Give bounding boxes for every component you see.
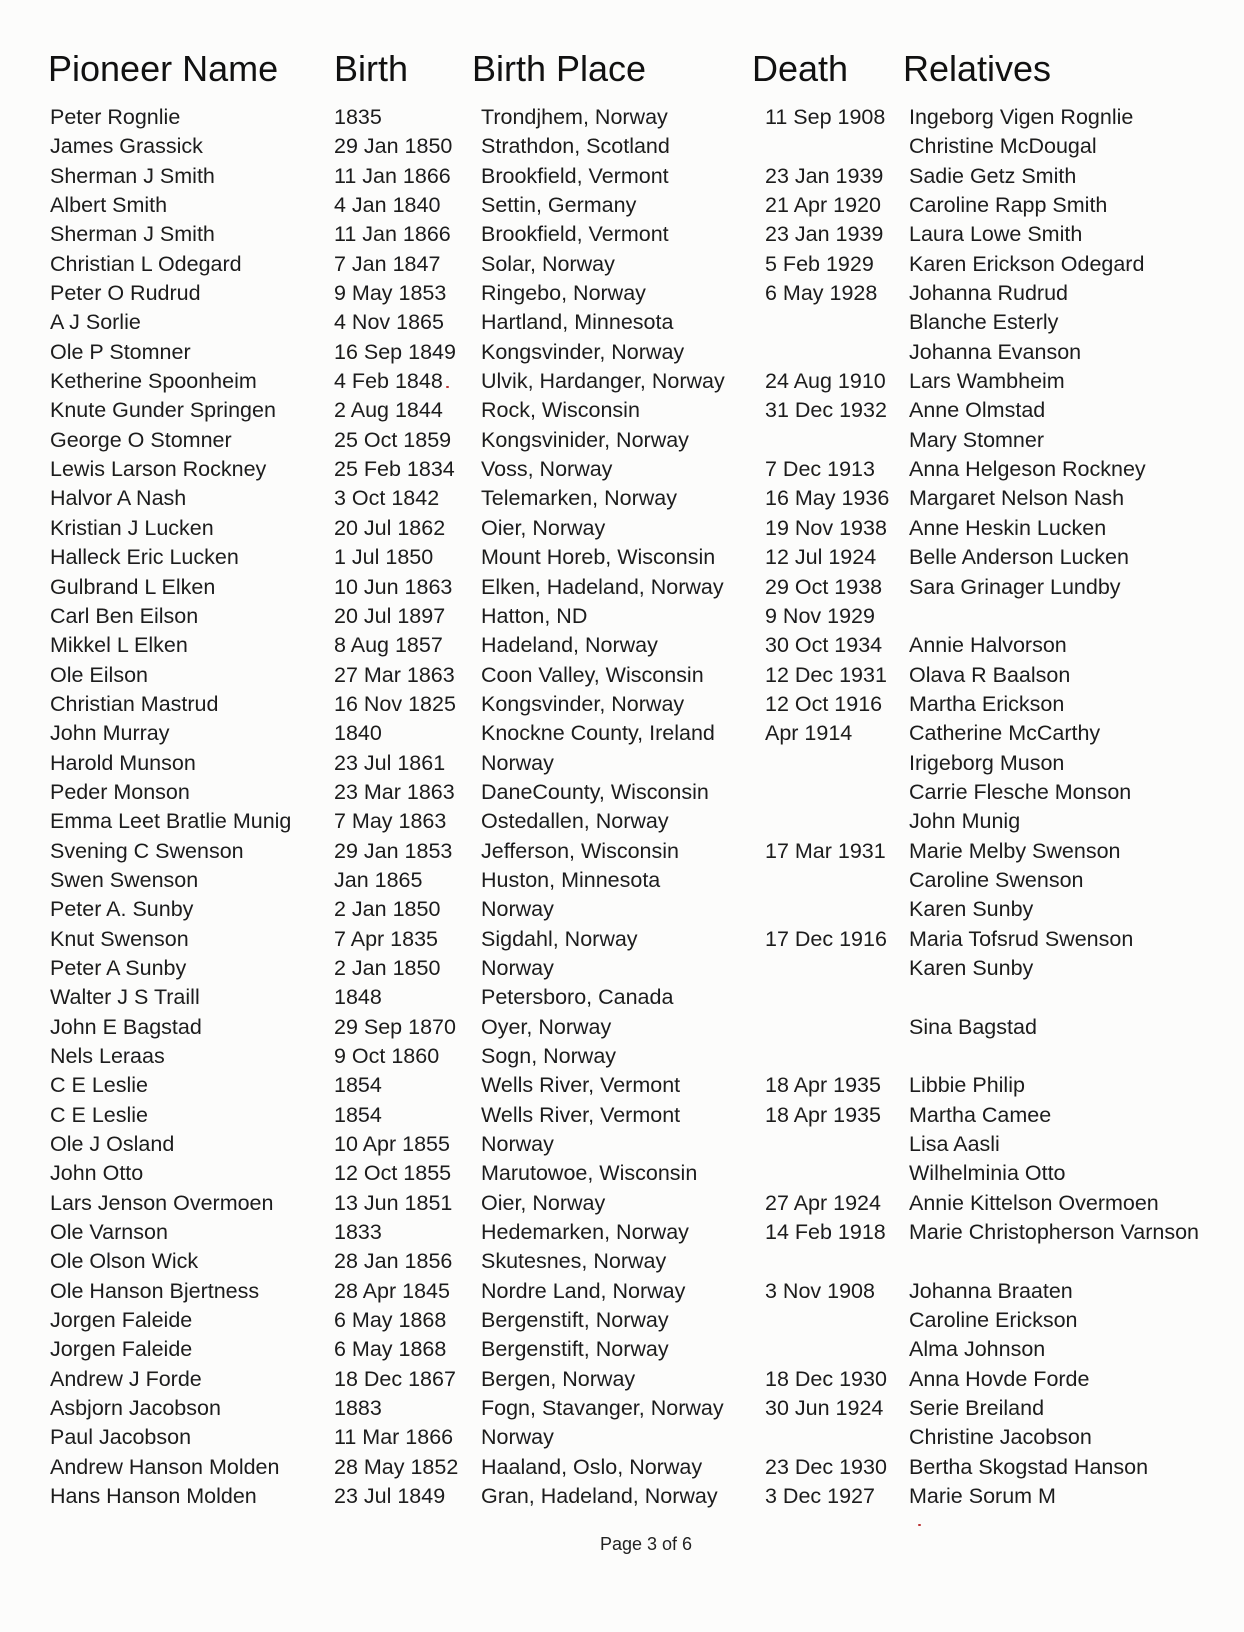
birth-place-cell: Hadeland, Norway bbox=[481, 633, 658, 658]
relatives-cell: Caroline Erickson bbox=[909, 1308, 1078, 1333]
table-row bbox=[0, 749, 1244, 778]
relatives-cell: Blanche Esterly bbox=[909, 310, 1059, 335]
death-date-cell: 5 Feb 1929 bbox=[765, 251, 874, 276]
table-row bbox=[0, 191, 1244, 220]
relatives-cell: Bertha Skogstad Hanson bbox=[909, 1454, 1149, 1479]
birth-date-cell: 2 Jan 1850 bbox=[334, 955, 441, 980]
pioneer-name-cell: Ole Eilson bbox=[50, 662, 148, 687]
death-date-cell: 7 Dec 1913 bbox=[765, 457, 875, 482]
birth-place-cell: Voss, Norway bbox=[481, 457, 613, 482]
table-row bbox=[0, 690, 1244, 719]
death-date-cell: 11 Sep 1908 bbox=[765, 105, 886, 129]
death-date-cell: 21 Apr 1920 bbox=[765, 193, 881, 218]
table-row bbox=[0, 1247, 1244, 1276]
pioneer-name-cell: Peter A. Sunby bbox=[50, 897, 194, 922]
pioneer-name-cell: A J Sorlie bbox=[50, 310, 141, 335]
birth-date-cell: 27 Mar 1863 bbox=[334, 662, 455, 687]
table-row bbox=[0, 103, 1244, 132]
relatives-cell: Sadie Getz Smith bbox=[909, 163, 1077, 188]
relatives-cell: Anna Helgeson Rockney bbox=[909, 457, 1146, 482]
relatives-cell: Karen Sunby bbox=[909, 955, 1034, 980]
pioneer-name-cell: Harold Munson bbox=[50, 750, 196, 775]
table-row bbox=[0, 778, 1244, 807]
relatives-cell: Lisa Aasli bbox=[909, 1132, 1000, 1157]
table-row bbox=[0, 308, 1244, 337]
birth-date-cell: 10 Jun 1863 bbox=[334, 574, 453, 599]
table-row bbox=[0, 983, 1244, 1012]
relatives-cell: Caroline Swenson bbox=[909, 867, 1084, 892]
birth-date-cell: 7 Jan 1847 bbox=[334, 251, 441, 276]
table-row bbox=[0, 1365, 1244, 1394]
scan-speck bbox=[446, 386, 449, 388]
pioneer-name-cell: James Grassick bbox=[50, 134, 203, 159]
table-row bbox=[0, 925, 1244, 954]
death-date-cell: 12 Dec 1931 bbox=[765, 662, 887, 687]
birth-date-cell: 28 Apr 1845 bbox=[334, 1278, 450, 1303]
pioneer-name-cell: Knut Swenson bbox=[50, 926, 189, 951]
death-date-cell: 18 Apr 1935 bbox=[765, 1073, 881, 1098]
birth-place-cell: Jefferson, Wisconsin bbox=[481, 838, 679, 863]
table-row bbox=[0, 1042, 1244, 1071]
relatives-cell: Marie Christopherson Varnson bbox=[909, 1220, 1199, 1245]
header-pioneer-name: Pioneer Name bbox=[48, 48, 279, 89]
pioneer-name-cell: Paul Jacobson bbox=[50, 1425, 192, 1450]
relatives-cell: Christine Jacobson bbox=[909, 1425, 1092, 1450]
relatives-cell: Libbie Philip bbox=[909, 1073, 1025, 1098]
pioneer-name-cell: Lewis Larson Rockney bbox=[50, 457, 267, 482]
relatives-cell: Johanna Rudrud bbox=[909, 281, 1068, 306]
birth-place-cell: Haaland, Oslo, Norway bbox=[481, 1454, 703, 1479]
death-date-cell: 12 Jul 1924 bbox=[765, 545, 877, 570]
relatives-cell: Belle Anderson Lucken bbox=[909, 545, 1129, 570]
birth-place-cell: Solar, Norway bbox=[481, 251, 615, 276]
relatives-cell: Caroline Rapp Smith bbox=[909, 193, 1108, 218]
relatives-cell: Margaret Nelson Nash bbox=[909, 486, 1125, 511]
page-footer bbox=[0, 1532, 1244, 1556]
birth-place-cell: Marutowoe, Wisconsin bbox=[481, 1161, 698, 1186]
birth-place-cell: Bergenstift, Norway bbox=[481, 1308, 669, 1333]
table-row bbox=[0, 1453, 1244, 1482]
birth-place-cell: Bergen, Norway bbox=[481, 1366, 636, 1391]
birth-date-cell: 4 Jan 1840 bbox=[334, 193, 441, 218]
pioneer-name-cell: Ole Varnson bbox=[50, 1220, 168, 1245]
table-row bbox=[0, 1101, 1244, 1130]
birth-date-cell: 16 Sep 1849 bbox=[334, 339, 456, 364]
birth-place-cell: Norway bbox=[481, 955, 554, 980]
birth-place-cell: Telemarken, Norway bbox=[481, 486, 677, 511]
table-row bbox=[0, 1159, 1244, 1188]
pioneer-name-cell: Andrew Hanson Molden bbox=[50, 1454, 280, 1479]
relatives-cell: Serie Breiland bbox=[909, 1396, 1045, 1421]
relatives-cell: Karen Sunby bbox=[909, 897, 1034, 922]
relatives-cell: Anne Heskin Lucken bbox=[909, 515, 1107, 540]
birth-date-cell: 23 Jul 1849 bbox=[334, 1484, 446, 1509]
pioneer-name-cell: John Otto bbox=[50, 1161, 144, 1186]
pioneer-name-cell: Gulbrand L Elken bbox=[50, 574, 216, 599]
birth-place-cell: Petersboro, Canada bbox=[481, 985, 674, 1010]
death-date-cell: 23 Jan 1939 bbox=[765, 222, 884, 247]
table-row bbox=[0, 866, 1244, 895]
birth-place-cell: Norway bbox=[481, 1425, 554, 1450]
pioneer-name-cell: Knute Gunder Springen bbox=[50, 398, 276, 423]
pioneer-name-cell: Jorgen Faleide bbox=[50, 1308, 193, 1333]
table-row bbox=[0, 338, 1244, 367]
birth-date-cell: 11 Mar 1866 bbox=[334, 1425, 454, 1450]
birth-place-cell: Norway bbox=[481, 1132, 554, 1157]
death-date-cell: 18 Dec 1930 bbox=[765, 1366, 887, 1391]
birth-date-cell: 1835 bbox=[334, 105, 382, 129]
pioneer-name-cell: C E Leslie bbox=[50, 1073, 148, 1098]
relatives-cell: Annie Kittelson Overmoen bbox=[909, 1190, 1159, 1215]
relatives-cell: Olava R Baalson bbox=[909, 662, 1071, 687]
pioneer-name-cell: Christian L Odegard bbox=[50, 251, 242, 276]
birth-date-cell: 2 Jan 1850 bbox=[334, 897, 441, 922]
death-date-cell: 30 Oct 1934 bbox=[765, 633, 883, 658]
birth-date-cell: 20 Jul 1897 bbox=[334, 603, 446, 628]
table-row bbox=[0, 1335, 1244, 1364]
birth-date-cell: 23 Jul 1861 bbox=[334, 750, 446, 775]
pioneer-name-cell: Kristian J Lucken bbox=[50, 515, 214, 540]
pioneer-name-cell: John E Bagstad bbox=[50, 1014, 202, 1039]
birth-date-cell: 9 Oct 1860 bbox=[334, 1044, 440, 1068]
pioneer-name-cell: Peder Monson bbox=[50, 779, 190, 804]
table-row bbox=[0, 837, 1244, 866]
table-row bbox=[0, 132, 1244, 161]
relatives-cell: Lars Wambheim bbox=[909, 369, 1065, 394]
relatives-cell: Annie Halvorson bbox=[909, 633, 1067, 658]
header-relatives: Relatives bbox=[903, 48, 1052, 89]
death-date-cell: 6 May 1928 bbox=[765, 281, 878, 306]
birth-date-cell: 28 May 1852 bbox=[334, 1454, 459, 1479]
table-row bbox=[0, 1218, 1244, 1247]
table-row bbox=[0, 1130, 1244, 1159]
birth-place-cell: Wells River, Vermont bbox=[481, 1073, 681, 1098]
birth-date-cell: 11 Jan 1866 bbox=[334, 222, 451, 247]
pioneer-name-cell: Peter O Rudrud bbox=[50, 281, 201, 306]
birth-date-cell: 29 Sep 1870 bbox=[334, 1014, 456, 1039]
relatives-cell: Laura Lowe Smith bbox=[909, 222, 1083, 247]
table-row bbox=[0, 954, 1244, 983]
relatives-cell: Alma Johnson bbox=[909, 1337, 1046, 1362]
table-row bbox=[0, 1482, 1244, 1511]
table-row bbox=[0, 631, 1244, 660]
relatives-cell: Christine McDougal bbox=[909, 134, 1097, 159]
death-date-cell: Apr 1914 bbox=[765, 721, 853, 746]
pioneer-name-cell: Hans Hanson Molden bbox=[50, 1484, 257, 1509]
birth-date-cell: 1 Jul 1850 bbox=[334, 545, 434, 570]
table-row bbox=[0, 220, 1244, 249]
birth-date-cell: 1854 bbox=[334, 1073, 382, 1098]
table-row bbox=[0, 1189, 1244, 1218]
birth-place-cell: Hatton, ND bbox=[481, 603, 588, 628]
birth-place-cell: Skutesnes, Norway bbox=[481, 1249, 667, 1274]
relatives-cell: Anna Hovde Forde bbox=[909, 1366, 1090, 1391]
birth-place-cell: Strathdon, Scotland bbox=[481, 134, 670, 159]
death-date-cell: 30 Jun 1924 bbox=[765, 1396, 884, 1421]
pioneer-name-cell: Ole P Stomner bbox=[50, 339, 191, 364]
table-row bbox=[0, 661, 1244, 690]
birth-place-cell: Bergenstift, Norway bbox=[481, 1337, 669, 1362]
table-row bbox=[0, 602, 1244, 631]
pioneer-name-cell: Asbjorn Jacobson bbox=[50, 1396, 221, 1421]
table-row bbox=[0, 573, 1244, 602]
birth-place-cell: Kongsvinider, Norway bbox=[481, 427, 689, 452]
birth-date-cell: 1833 bbox=[334, 1220, 382, 1245]
table-row bbox=[0, 162, 1244, 191]
pioneer-name-cell: Ketherine Spoonheim bbox=[50, 369, 257, 394]
table-header bbox=[0, 44, 1244, 94]
birth-place-cell: Hartland, Minnesota bbox=[481, 310, 674, 335]
birth-place-cell: Norway bbox=[481, 897, 554, 922]
relatives-cell: Carrie Flesche Monson bbox=[909, 779, 1132, 804]
death-date-cell: 23 Dec 1930 bbox=[765, 1454, 887, 1479]
birth-date-cell: 12 Oct 1855 bbox=[334, 1161, 452, 1186]
birth-place-cell: Nordre Land, Norway bbox=[481, 1278, 686, 1303]
table-row bbox=[0, 719, 1244, 748]
birth-date-cell: 25 Feb 1834 bbox=[334, 457, 455, 482]
relatives-cell: Johanna Evanson bbox=[909, 339, 1082, 364]
birth-date-cell: 29 Jan 1853 bbox=[334, 838, 453, 863]
relatives-cell: Marie Sorum M bbox=[909, 1484, 1056, 1509]
birth-date-cell: 23 Mar 1863 bbox=[334, 779, 455, 804]
pioneer-name-cell: Svening C Swenson bbox=[50, 838, 244, 863]
birth-date-cell: 6 May 1868 bbox=[334, 1308, 447, 1333]
header-birth-place: Birth Place bbox=[472, 48, 647, 89]
birth-place-cell: Elken, Hadeland, Norway bbox=[481, 574, 724, 599]
pioneer-name-cell: Nels Leraas bbox=[50, 1044, 165, 1068]
table-row bbox=[0, 1277, 1244, 1306]
birth-date-cell: 10 Apr 1855 bbox=[334, 1132, 450, 1157]
pioneer-name-cell: Ole Olson Wick bbox=[50, 1249, 199, 1274]
death-date-cell: 17 Dec 1916 bbox=[765, 926, 887, 951]
page-number: Page 3 of 6 bbox=[599, 1534, 693, 1554]
pioneer-name-cell: Albert Smith bbox=[50, 193, 168, 218]
table-row bbox=[0, 1423, 1244, 1452]
birth-place-cell: Huston, Minnesota bbox=[481, 867, 661, 892]
birth-place-cell: Brookfield, Vermont bbox=[481, 222, 669, 247]
birth-place-cell: Knockne County, Ireland bbox=[481, 721, 715, 746]
birth-place-cell: Settin, Germany bbox=[481, 193, 637, 218]
pioneer-name-cell: George O Stomner bbox=[50, 427, 232, 452]
birth-place-cell: Rock, Wisconsin bbox=[481, 398, 640, 423]
death-date-cell: 12 Oct 1916 bbox=[765, 691, 883, 716]
pioneer-name-cell: Swen Swenson bbox=[50, 867, 199, 892]
birth-place-cell: Oier, Norway bbox=[481, 515, 606, 540]
death-date-cell: 18 Apr 1935 bbox=[765, 1102, 881, 1127]
pioneer-table-body bbox=[0, 103, 1244, 1512]
relatives-cell: Catherine McCarthy bbox=[909, 721, 1101, 746]
scan-speck bbox=[918, 1524, 921, 1526]
death-date-cell: 16 May 1936 bbox=[765, 486, 890, 511]
birth-date-cell: 28 Jan 1856 bbox=[334, 1249, 453, 1274]
relatives-cell: Wilhelminia Otto bbox=[909, 1161, 1066, 1186]
birth-date-cell: 13 Jun 1851 bbox=[334, 1190, 453, 1215]
birth-place-cell: Norway bbox=[481, 750, 554, 775]
relatives-cell: Ingeborg Vigen Rognlie bbox=[909, 105, 1134, 129]
birth-place-cell: Fogn, Stavanger, Norway bbox=[481, 1396, 724, 1421]
pioneer-name-cell: Peter A Sunby bbox=[50, 955, 187, 980]
relatives-cell: Johanna Braaten bbox=[909, 1278, 1073, 1303]
table-row bbox=[0, 1071, 1244, 1100]
pioneer-name-cell: Lars Jenson Overmoen bbox=[50, 1190, 274, 1215]
pioneer-name-cell: Peter Rognlie bbox=[50, 105, 181, 129]
table-row bbox=[0, 807, 1244, 836]
pioneer-name-cell: Mikkel L Elken bbox=[50, 633, 188, 658]
relatives-cell: Mary Stomner bbox=[909, 427, 1045, 452]
pioneer-name-cell: Halvor A Nash bbox=[50, 486, 187, 511]
birth-place-cell: Sigdahl, Norway bbox=[481, 926, 638, 951]
birth-place-cell: Brookfield, Vermont bbox=[481, 163, 669, 188]
birth-place-cell: Kongsvinder, Norway bbox=[481, 691, 685, 716]
birth-date-cell: 4 Nov 1865 bbox=[334, 310, 444, 335]
death-date-cell: 29 Oct 1938 bbox=[765, 574, 883, 599]
birth-date-cell: 7 May 1863 bbox=[334, 809, 447, 834]
death-date-cell: 24 Aug 1910 bbox=[765, 369, 886, 394]
birth-place-cell: Ringebo, Norway bbox=[481, 281, 646, 306]
birth-date-cell: 9 May 1853 bbox=[334, 281, 447, 306]
birth-date-cell: 1840 bbox=[334, 721, 382, 746]
table-row bbox=[0, 367, 1244, 396]
birth-place-cell: Kongsvinder, Norway bbox=[481, 339, 685, 364]
relatives-cell: Anne Olmstad bbox=[909, 398, 1046, 423]
birth-place-cell: Sogn, Norway bbox=[481, 1044, 617, 1068]
relatives-cell: Irigeborg Muson bbox=[909, 750, 1065, 775]
relatives-cell: Sina Bagstad bbox=[909, 1014, 1037, 1039]
birth-date-cell: 2 Aug 1844 bbox=[334, 398, 443, 423]
birth-date-cell: 11 Jan 1866 bbox=[334, 163, 451, 188]
death-date-cell: 19 Nov 1938 bbox=[765, 515, 887, 540]
death-date-cell: 14 Feb 1918 bbox=[765, 1220, 886, 1245]
pioneer-name-cell: Sherman J Smith bbox=[50, 163, 215, 188]
table-row bbox=[0, 396, 1244, 425]
table-row bbox=[0, 514, 1244, 543]
relatives-cell: Maria Tofsrud Swenson bbox=[909, 926, 1134, 951]
death-date-cell: 23 Jan 1939 bbox=[765, 163, 884, 188]
birth-date-cell: 3 Oct 1842 bbox=[334, 486, 440, 511]
table-row bbox=[0, 279, 1244, 308]
pioneer-name-cell: Ole Hanson Bjertness bbox=[50, 1278, 260, 1303]
birth-place-cell: Mount Horeb, Wisconsin bbox=[481, 545, 716, 570]
table-row bbox=[0, 1394, 1244, 1423]
birth-date-cell: 16 Nov 1825 bbox=[334, 691, 456, 716]
death-date-cell: 3 Nov 1908 bbox=[765, 1278, 875, 1303]
death-date-cell: 3 Dec 1927 bbox=[765, 1484, 875, 1509]
birth-place-cell: Trondjhem, Norway bbox=[481, 105, 668, 129]
birth-date-cell: 25 Oct 1859 bbox=[334, 427, 452, 452]
birth-place-cell: Wells River, Vermont bbox=[481, 1102, 681, 1127]
relatives-cell: Marie Melby Swenson bbox=[909, 838, 1121, 863]
birth-place-cell: Oier, Norway bbox=[481, 1190, 606, 1215]
pioneer-name-cell: Walter J S Traill bbox=[50, 985, 200, 1010]
birth-place-cell: Oyer, Norway bbox=[481, 1014, 612, 1039]
relatives-cell: Martha Camee bbox=[909, 1102, 1052, 1127]
death-date-cell: 27 Apr 1924 bbox=[765, 1190, 881, 1215]
table-row bbox=[0, 543, 1244, 572]
pioneer-name-cell: Sherman J Smith bbox=[50, 222, 215, 247]
birth-place-cell: Coon Valley, Wisconsin bbox=[481, 662, 704, 687]
pioneer-name-cell: C E Leslie bbox=[50, 1102, 148, 1127]
relatives-cell: Martha Erickson bbox=[909, 691, 1065, 716]
pioneer-name-cell: Carl Ben Eilson bbox=[50, 603, 199, 628]
birth-date-cell: 18 Dec 1867 bbox=[334, 1366, 456, 1391]
death-date-cell: 31 Dec 1932 bbox=[765, 398, 887, 423]
birth-date-cell: 1883 bbox=[334, 1396, 382, 1421]
birth-date-cell: 20 Jul 1862 bbox=[334, 515, 446, 540]
header-birth: Birth bbox=[334, 48, 409, 89]
birth-date-cell: 1854 bbox=[334, 1102, 382, 1127]
birth-place-cell: Ulvik, Hardanger, Norway bbox=[481, 369, 725, 394]
pioneer-name-cell: Jorgen Faleide bbox=[50, 1337, 193, 1362]
table-row bbox=[0, 1013, 1244, 1042]
relatives-cell: John Munig bbox=[909, 809, 1021, 834]
pioneer-name-cell: Emma Leet Bratlie Munig bbox=[50, 809, 292, 834]
birth-date-cell: 4 Feb 1848 bbox=[334, 369, 443, 394]
death-date-cell: 17 Mar 1931 bbox=[765, 838, 886, 863]
table-row bbox=[0, 250, 1244, 279]
birth-place-cell: Gran, Hadeland, Norway bbox=[481, 1484, 718, 1509]
table-row bbox=[0, 426, 1244, 455]
table-row bbox=[0, 895, 1244, 924]
pioneer-name-cell: Andrew J Forde bbox=[50, 1366, 202, 1391]
death-date-cell: 9 Nov 1929 bbox=[765, 603, 875, 628]
birth-date-cell: 6 May 1868 bbox=[334, 1337, 447, 1362]
pioneer-name-cell: Halleck Eric Lucken bbox=[50, 545, 239, 570]
birth-date-cell: 29 Jan 1850 bbox=[334, 134, 453, 159]
birth-place-cell: Hedemarken, Norway bbox=[481, 1220, 689, 1245]
birth-date-cell: Jan 1865 bbox=[334, 867, 423, 892]
header-death: Death bbox=[752, 48, 849, 89]
birth-date-cell: 8 Aug 1857 bbox=[334, 633, 443, 658]
pioneer-name-cell: Christian Mastrud bbox=[50, 691, 219, 716]
table-row bbox=[0, 484, 1244, 513]
relatives-cell: Sara Grinager Lundby bbox=[909, 574, 1121, 599]
table-row bbox=[0, 1306, 1244, 1335]
birth-date-cell: 7 Apr 1835 bbox=[334, 926, 439, 951]
pioneer-name-cell: Ole J Osland bbox=[50, 1132, 175, 1157]
relatives-cell: Karen Erickson Odegard bbox=[909, 251, 1145, 276]
birth-date-cell: 1848 bbox=[334, 985, 382, 1010]
table-row bbox=[0, 455, 1244, 484]
pioneer-name-cell: John Murray bbox=[50, 721, 170, 746]
birth-place-cell: Ostedallen, Norway bbox=[481, 809, 669, 834]
birth-place-cell: DaneCounty, Wisconsin bbox=[481, 779, 709, 804]
